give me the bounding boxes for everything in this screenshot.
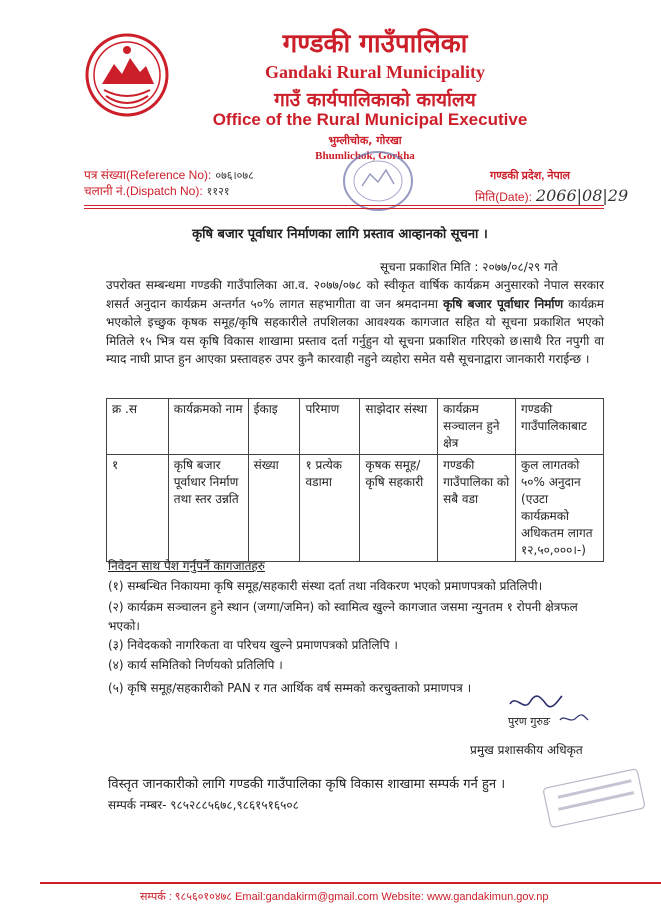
table-header-cell: कार्यक्रमको नाम xyxy=(168,399,248,455)
date-label: मिति(Date): xyxy=(475,190,532,204)
table-cell: कृषक समूह/कृषि सहकारी xyxy=(360,455,438,562)
municipality-name-nepali: गण्डकी गाउँपालिका xyxy=(282,29,468,59)
office-name-english: Office of the Rural Municipal Executive xyxy=(212,110,528,129)
contact-phone: सम्पर्क नम्बर- ९८५२८८५६७८,९८६१५१६५०८ xyxy=(108,798,299,812)
signer-title: प्रमुख प्रशासकीय अधिकृत xyxy=(470,743,583,757)
header-divider xyxy=(84,205,604,206)
faded-name-stamp xyxy=(540,768,650,828)
documents-heading: निवेदन साथ पेश गर्नुपर्ने कागजातहरु xyxy=(108,559,265,573)
handwritten-signature xyxy=(500,690,590,736)
province-label: गण्डकी प्रदेश, नेपाल xyxy=(490,170,571,182)
document-item: (४) कार्य समितिको निर्णयको प्रतिलिपि । xyxy=(108,658,283,672)
date-value: 2066|08|29 xyxy=(535,186,629,205)
table-cell: कुल लागतको ५०% अनुदान (एउटा कार्यक्रमको अधिकतम लागत १२,५०,०००।-) xyxy=(516,455,604,562)
municipality-emblem xyxy=(84,32,170,118)
header-divider-2 xyxy=(84,208,604,209)
footer-contact: सम्पर्क : ९८५६०१०४७८ Email:gandakirm@gmail.com Website: www.gandakimun.gov.np xyxy=(140,891,549,903)
program-table xyxy=(106,398,604,562)
table-cell: १ प्रत्येक वडामा xyxy=(300,455,360,562)
notice-title: कृषि बजार पूर्वाधार निर्माणका लागि प्रस्ताव आव्हानको सूचना । xyxy=(192,227,488,242)
document-item: (१) सम्बन्धित निकायमा कृषि समूह/सहकारी संस्था दर्ता तथा नविकरण भएको प्रमाणपत्रको प्रतिलिपी। xyxy=(108,579,543,593)
table-header-cell: कार्यक्रम सञ्चालन हुने क्षेत्र xyxy=(438,399,516,455)
document-item: (३) निवेदकको नागरिकता वा परिचय खुल्ने प्रमाणपत्रको प्रतिलिपि । xyxy=(108,638,398,652)
table-header-cell: साझेदार संस्था xyxy=(360,399,438,455)
paragraph-part2: कार्यक्रम भएकोले इच्छुक कृषक समूह/कृषि सहकारीले तपशिलका आवश्यक कागजात सहित यो सूचना प्रकाशित भएको मितिले १५ भित्र यस कृषि विकास शाखामा प्रस्ताव दर्ता गर्नुहुन यो सूचना प्रकाशित गरिएको छ।साथै रित नपुगी वा म्याद नाघी प्राप्त हुन आएका प्रस्तावहरु उपर कुनै कारवाही नहुने व्यहोरा समेत यसै सूचनाद्वारा जानकारी गराईन्छ । xyxy=(106,296,604,366)
office-name-nepali: गाउँ कार्यपालिकाको कार्यालय xyxy=(274,89,476,111)
reference-value: ०७६।०७८ xyxy=(215,170,254,182)
table-header-cell: परिमाण xyxy=(300,399,360,455)
table-header-cell: ईकाइ xyxy=(248,399,300,455)
signer-name: पुरण गुरुङ xyxy=(508,715,550,728)
place-english: Bhumlichok, Gorkha xyxy=(315,150,415,162)
paragraph-bold: कृषि बजार पूर्वाधार निर्माण xyxy=(443,296,564,311)
letter-date xyxy=(475,186,628,205)
reference-label: पत्र संख्या(Reference No): xyxy=(84,168,212,182)
table-cell: कृषि बजार पूर्वाधार निर्माण तथा स्तर उन्नति xyxy=(168,455,248,562)
reference-number xyxy=(84,166,254,183)
table-header-cell: क्र .स xyxy=(107,399,169,455)
table-cell: गण्डकी गाउँपालिका को सबै वडा xyxy=(438,455,516,562)
dispatch-number xyxy=(84,182,230,199)
table-cell: संख्या xyxy=(248,455,300,562)
table-row xyxy=(107,455,604,562)
table-header-cell: गण्डकी गाउँपालिकाबाट xyxy=(516,399,604,455)
paragraph-part1: उपरोक्त सम्बन्धमा गण्डकी गाउँपालिका आ.व. २०७७/०७८ को स्वीकृत वार्षिक कार्यक्रम अनुसारको नेपाल सरकार शसर्त अनुदान कार्यक्रम अन्तर्गत ५०% लागत सहभागीता वा जन श्रमदानमा xyxy=(106,278,604,311)
place-nepali: भुम्लीचोक, गोरखा xyxy=(328,134,402,147)
contact-info: विस्तृत जानकारीको लागि गण्डकी गाउँपालिका कृषि विकास शाखामा सम्पर्क गर्न हुन । xyxy=(108,777,506,792)
published-date: सूचना प्रकाशित मिति : २०७७/०८/२९ गते xyxy=(380,260,558,274)
document-item: (२) कार्यक्रम सञ्चालन हुने स्थान (जग्गा/जमिन) को स्वामित्व खुल्ने कागजात जसमा न्युनतम १ रोपनी क्षेत्रफल भएको। xyxy=(108,600,578,633)
dispatch-label: चलानी नं.(Dispatch No): xyxy=(84,184,203,198)
document-item: (५) कृषि समूह/सहकारीको PAN र गत आर्थिक वर्ष सम्मको करचुक्ताको प्रमाणपत्र । xyxy=(108,681,472,695)
table-cell: १ xyxy=(107,455,169,562)
dispatch-value: ११२१ xyxy=(206,186,230,198)
municipality-name-english: Gandaki Rural Municipality xyxy=(264,62,486,82)
notice-paragraph xyxy=(106,276,604,369)
footer-divider xyxy=(40,882,661,884)
table-header-row xyxy=(107,399,604,455)
